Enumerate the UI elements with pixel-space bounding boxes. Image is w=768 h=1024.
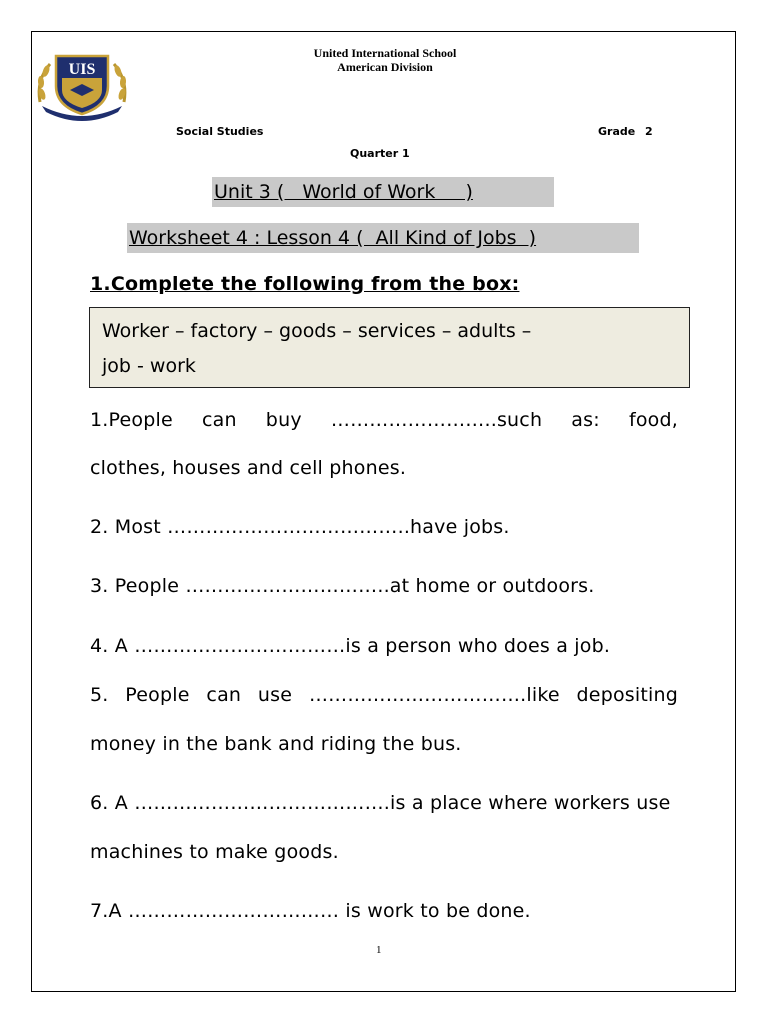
question-6-line-2: machines to make goods. bbox=[90, 841, 339, 863]
question-3: 3. People …………………………..at home or outdoors. bbox=[90, 575, 595, 597]
school-heading bbox=[260, 46, 510, 74]
question-1-line-1: 1.People can buy ……………………..such as: food, bbox=[90, 409, 678, 431]
question-7: 7.A …………………………… is work to be done. bbox=[90, 900, 531, 922]
grade-label: Grade 2 bbox=[598, 125, 653, 138]
svg-text:UIS: UIS bbox=[68, 61, 96, 78]
worksheet-title: Worksheet 4 : Lesson 4 ( All Kind of Jobs ) bbox=[127, 223, 639, 253]
question-4: 4. A ……………………………is a person who does a job. bbox=[90, 635, 611, 657]
page-number: 1 bbox=[376, 944, 382, 956]
unit-title: Unit 3 ( World of Work ) bbox=[212, 177, 554, 207]
subject-label: Social Studies bbox=[176, 125, 264, 138]
quarter-label: Quarter 1 bbox=[350, 147, 410, 160]
question-2: 2. Most ………………………………..have jobs. bbox=[90, 516, 510, 538]
question-6-line-1: 6. A ………………………………….is a place where workers use bbox=[90, 792, 671, 814]
word-bank-box bbox=[89, 307, 690, 388]
word-bank-line-2: job - work bbox=[102, 355, 196, 377]
exercise-instruction: 1.Complete the following from the box: bbox=[90, 273, 520, 295]
school-logo bbox=[34, 50, 130, 122]
question-5-line-2: money in the bank and riding the bus. bbox=[90, 733, 462, 755]
school-name: United International School bbox=[313, 46, 457, 60]
question-1-line-2: clothes, houses and cell phones. bbox=[90, 457, 407, 479]
word-bank-line-1: Worker – factory – goods – services – adults – bbox=[102, 320, 532, 342]
school-division: American Division bbox=[337, 60, 433, 74]
question-5-line-1: 5. People can use …………………………….like depositing bbox=[90, 684, 678, 706]
